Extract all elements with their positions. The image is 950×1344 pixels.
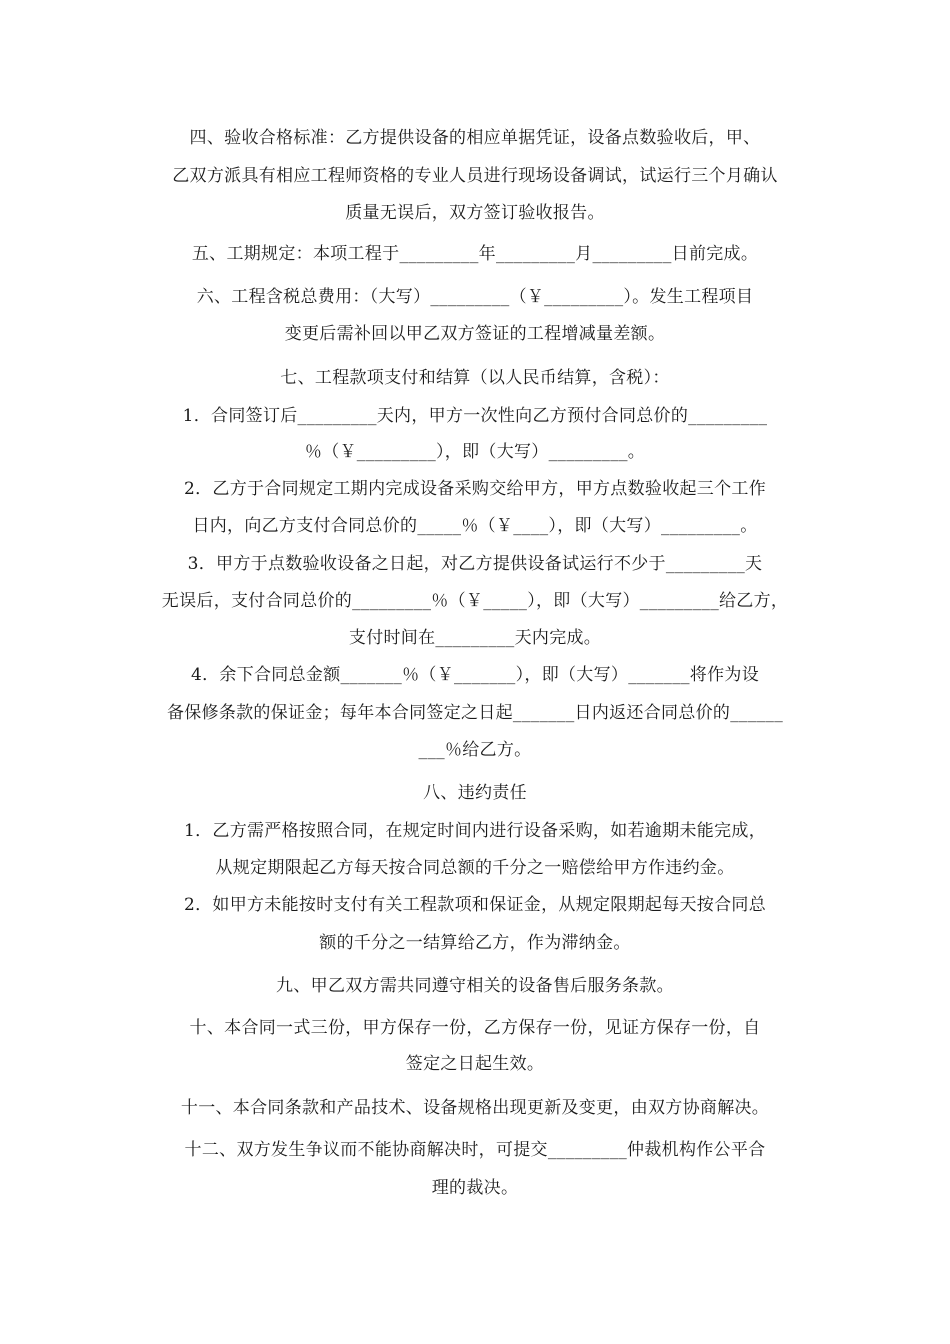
text-line: 乙双方派具有相应工程师资格的专业人员进行现场设备调试，试运行三个月确认 xyxy=(172,166,778,186)
text-line: 2．如甲方未能按时支付有关工程款项和保证金，从规定限期起每天按合同总 xyxy=(183,895,766,915)
text-line: 无误后，支付合同总价的_________％（￥_____），即（大写）_________给乙方， xyxy=(161,591,789,611)
text-line: 十一、本合同条款和产品技术、设备规格出现更新及变更，由双方协商解决。 xyxy=(180,1098,770,1118)
text-line: 十、本合同一式三份，甲方保存一份，乙方保存一份，见证方保存一份，自 xyxy=(189,1018,761,1038)
text-line: 变更后需补回以甲乙双方签证的工程增减量差额。 xyxy=(284,324,666,344)
text-line: 日内，向乙方支付合同总价的_____％（￥____），即（大写）_________。 xyxy=(192,516,758,536)
section-heading: 八、违约责任 xyxy=(423,783,527,803)
text-line: 3．甲方于点数验收设备之日起，对乙方提供设备试运行不少于_________天 xyxy=(187,554,763,574)
section-heading: 七、工程款项支付和结算（以人民币结算，含税）： xyxy=(280,368,670,388)
text-line: 四、验收合格标准：乙方提供设备的相应单据凭证，设备点数验收后，甲、 xyxy=(189,128,761,148)
text-line: 五、工期规定：本项工程于_________年_________月_________日前完成。 xyxy=(191,244,759,264)
text-line: ％（￥_________），即（大写）_________。 xyxy=(304,442,646,462)
text-line: 理的裁决。 xyxy=(431,1178,519,1198)
text-line: 签定之日起生效。 xyxy=(405,1054,545,1074)
text-line: 额的千分之一结算给乙方，作为滞纳金。 xyxy=(319,933,631,953)
text-line: ___％给乙方。 xyxy=(418,740,532,760)
text-line: 2．乙方于合同规定工期内完成设备采购交给甲方，甲方点数验收起三个工作 xyxy=(183,479,766,499)
text-line: 备保修条款的保证金；每年本合同签定之日起_______日内返还合同总价的______ xyxy=(166,703,784,723)
text-line: 质量无误后，双方签订验收报告。 xyxy=(345,203,605,223)
text-line: 4．余下合同总金额_______％（￥_______），即（大写）_______将作为设 xyxy=(190,665,759,685)
text-line: 1．乙方需严格按照合同，在规定时间内进行设备采购，如若逾期未能完成， xyxy=(183,821,766,841)
text-line: 六、工程含税总费用：（大写）_________（￥_________）。发生工程项目 xyxy=(196,287,754,307)
text-line: 1．合同签订后_________天内，甲方一次性向乙方预付合同总价的_________ xyxy=(182,406,768,426)
section-heading: 九、甲乙双方需共同遵守相关的设备售后服务条款。 xyxy=(276,976,674,996)
text-line: 从规定期限起乙方每天按合同总额的千分之一赔偿给甲方作违约金。 xyxy=(215,858,735,878)
text-line: 十二、双方发生争议而不能协商解决时，可提交_________仲裁机构作公平合 xyxy=(184,1140,766,1160)
text-line: 支付时间在_________天内完成。 xyxy=(348,628,602,648)
